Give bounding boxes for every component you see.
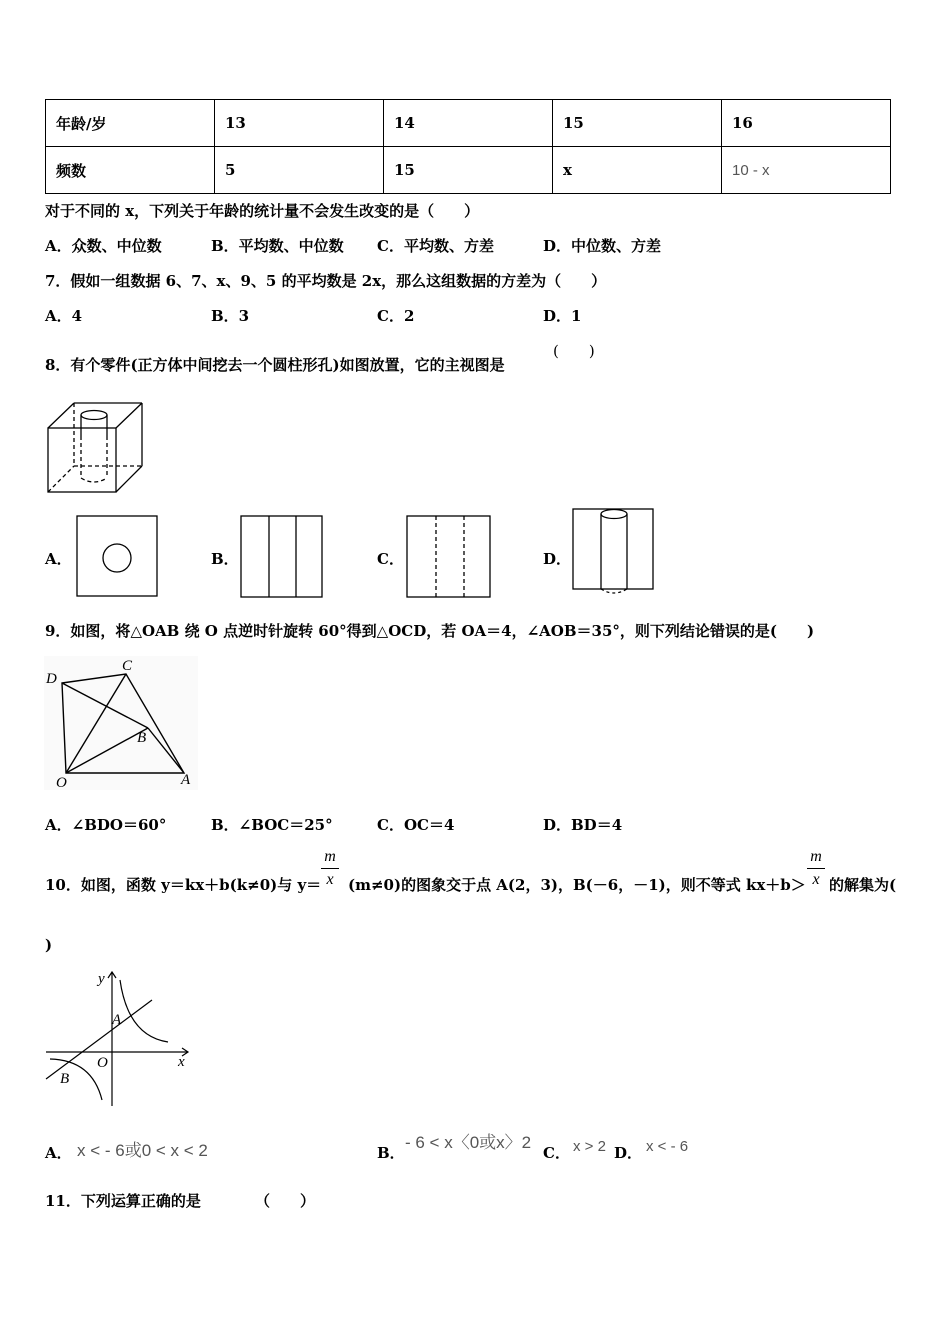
question-6-option-d[interactable]: D．中位数、方差 [543, 237, 662, 255]
option-c-view [405, 514, 493, 600]
question-7-option-d[interactable]: D．1 [543, 307, 582, 325]
fraction-numerator: m [810, 848, 822, 865]
question-8-option-a[interactable]: A． [45, 550, 72, 568]
question-10-stem-part2: (m≠0)的图象交于点 A(2，3)，B(－6，－1)，则不等式 kx＋b＞ [348, 876, 806, 894]
question-8-option-d[interactable]: D． [543, 550, 572, 568]
rotation-figure [44, 656, 198, 790]
table-cell: 年龄/岁 [46, 100, 215, 147]
question-10-option-c[interactable]: C． [543, 1144, 570, 1162]
question-8-option-b[interactable]: B． [211, 550, 239, 568]
fraction-denominator: x [326, 871, 334, 888]
fraction-m-over-x [321, 848, 339, 889]
option-d-view [571, 506, 657, 598]
option-c-expression: x > 2 [573, 1138, 606, 1155]
question-7-stem: 7．假如一组数据 6、7、x、9、5 的平均数是 2x，那么这组数据的方差为（ ） [45, 272, 607, 290]
fraction-numerator: m [324, 848, 336, 865]
question-10-option-a[interactable]: A． [45, 1144, 72, 1162]
point-c-label: C [122, 658, 133, 674]
option-b-expression: - 6 < x〈0或x〉2 [405, 1133, 532, 1152]
question-10-option-b[interactable]: B． [377, 1144, 405, 1162]
origin-label: O [97, 1055, 108, 1071]
question-7-option-c[interactable]: C．2 [377, 307, 415, 325]
table-cell: 15 [553, 100, 722, 147]
table-cell: 10 - x [722, 147, 891, 194]
question-8-option-c[interactable]: C． [377, 550, 404, 568]
question-6-stem: 对于不同的 x，下列关于年龄的统计量不会发生改变的是（ ） [45, 202, 480, 220]
point-b-label: B [137, 730, 147, 746]
question-10-stem-part1: 10．如图，函数 y＝kx＋b(k≠0)与 y＝ [45, 876, 322, 894]
age-frequency-table [45, 99, 891, 194]
option-a-view [75, 514, 159, 598]
function-graph [42, 966, 194, 1110]
option-d-expression: x < - 6 [646, 1138, 689, 1155]
table-cell: x [553, 147, 722, 194]
fraction-denominator: x [812, 871, 820, 888]
table-cell: 14 [384, 100, 553, 147]
question-9-option-b[interactable]: B．∠BOC＝25° [211, 816, 333, 834]
question-8-stem: 8．有个零件(正方体中间挖去一个圆柱形孔)如图放置，它的主视图是 [45, 356, 505, 374]
point-d-label: D [46, 671, 57, 687]
question-10-option-d[interactable]: D． [614, 1144, 643, 1162]
table-cell: 13 [215, 100, 384, 147]
point-b-label: B [60, 1071, 70, 1087]
question-10-stem-part3: 的解集为( [829, 876, 897, 894]
question-11-stem: 11．下列运算正确的是 [45, 1192, 201, 1210]
question-7-option-b[interactable]: B．3 [211, 307, 250, 325]
point-a-label: A [181, 772, 191, 788]
question-9-option-d[interactable]: D．BD＝4 [543, 816, 623, 834]
option-b-view [239, 514, 325, 600]
question-9-stem: 9．如图，将△OAB 绕 O 点逆时针旋转 60°得到△OCD，若 OA＝4，∠AOB＝35°，则下列结论错误的是( ) [45, 622, 815, 640]
table-cell: 5 [215, 147, 384, 194]
fraction-m-over-x-2 [807, 848, 825, 889]
point-o-label: O [56, 775, 67, 790]
question-10-stem-part4: ) [45, 936, 53, 954]
question-9-option-c[interactable]: C．OC＝4 [377, 816, 455, 834]
y-axis-label: y [98, 971, 105, 987]
cube-with-hole-figure [44, 398, 148, 496]
question-6-option-b[interactable]: B．平均数、中位数 [211, 237, 344, 255]
question-11-paren: （ ） [255, 1192, 316, 1210]
question-6-option-a[interactable]: A．众数、中位数 [45, 237, 162, 255]
table-cell: 16 [722, 100, 891, 147]
question-9-option-a[interactable]: A．∠BDO＝60° [45, 816, 167, 834]
question-7-option-a[interactable]: A．4 [45, 307, 83, 325]
table-row [46, 100, 891, 147]
table-cell: 15 [384, 147, 553, 194]
x-axis-label: x [178, 1054, 185, 1070]
question-8-paren: ( ) [553, 342, 595, 360]
table-cell: 频数 [46, 147, 215, 194]
point-a-label: A [112, 1012, 122, 1028]
question-6-option-c[interactable]: C．平均数、方差 [377, 237, 494, 255]
table-row [46, 147, 891, 194]
option-a-expression: x < - 6或0 < x < 2 [77, 1141, 208, 1160]
